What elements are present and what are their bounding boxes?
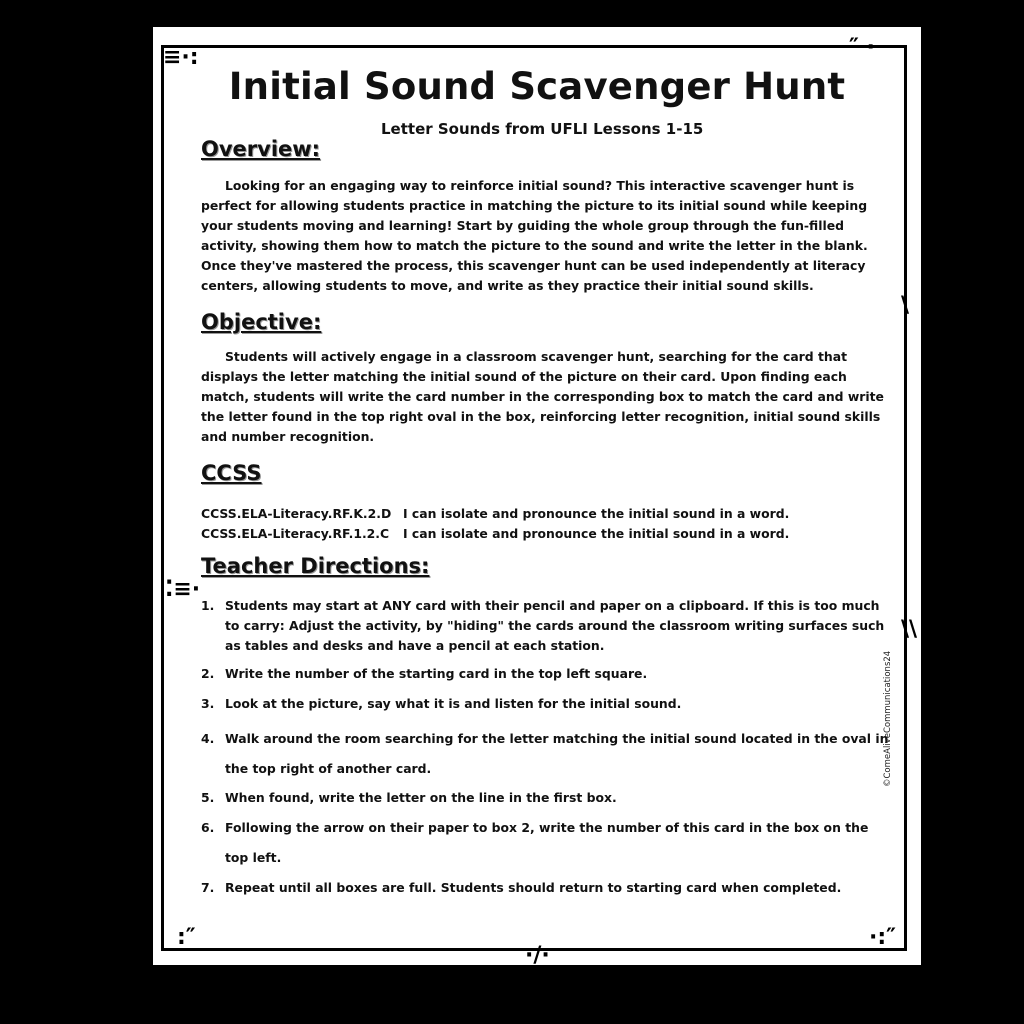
corner-doodle-bottom-right: ·:″ [869,925,896,950]
objective-paragraph: Students will actively engage in a classroom scavenger hunt, searching for the card that displays the letter matching the initial sound of the picture on their card. Upon finding each match, students will write the card number in the corresponding box to match the card and write the letter found in the top right oval in the box, reinforcing letter recognition, initial sound skills and number recognition. [201,349,884,444]
step-number: 5. [201,790,215,805]
ccss-standard-row [201,506,789,521]
step-number: 6. [201,820,215,835]
teacher-directions-heading: Teacher Directions: [201,554,430,578]
corner-doodle-top-left: ≡·: [163,45,199,70]
copyright-notice: ©ComeAliveCommunications24 [883,650,893,787]
standard-statement: I can isolate and pronounce the initial sound in a word. [403,526,790,541]
standard-statement: I can isolate and pronounce the initial sound in a word. [403,506,790,521]
bottom-doodle-center: ·/· [525,943,550,968]
direction-step [201,813,891,873]
overview-heading: Overview: [201,137,321,161]
direction-step [201,878,891,898]
step-number: 3. [201,696,215,711]
direction-step [201,694,891,714]
side-doodle-left: ⁚≡· [165,577,201,602]
step-number: 7. [201,880,215,895]
step-text: Walk around the room searching for the letter matching the initial sound located in the oval in the top right of another card. [225,731,889,776]
step-text: Write the number of the starting card in the top left square. [225,666,648,681]
worksheet-page [153,27,921,968]
direction-step [201,788,891,808]
corner-doodle-top-right: ″ · [849,35,875,60]
objective-heading: Objective: [201,310,322,334]
page-title: Initial Sound Scavenger Hunt [228,65,846,108]
side-doodle-right-upper: \ [901,293,910,318]
step-text: Following the arrow on their paper to box 2, write the number of this card in the box on the top left. [225,820,869,865]
step-text: Repeat until all boxes are full. Students should return to starting card when completed. [225,880,842,895]
step-text: Students may start at ANY card with their pencil and paper on a clipboard. If this is too much to carry: Adjust the activity, by "hiding" the cards around the classroom writing surfaces such as tables and desks and have a pencil at each station. [225,598,885,653]
direction-step [201,724,891,784]
step-number: 2. [201,666,215,681]
ccss-standard-row [201,526,789,541]
overview-paragraph: Looking for an engaging way to reinforce initial sound? This interactive scavenger hunt is perfect for allowing students practice in matching the picture to its initial sound while keeping your students moving and learning! Start by guiding the whole group through the fun-filled activity, showing them how to match the picture to the sound and write the letter in the blank. Once they've mastered the process, this scavenger hunt can be used independently at literacy centers, allowing students to move, and write as they practice their initial sound skills. [201,178,868,293]
direction-step [201,596,891,656]
standard-code: CCSS.ELA-Literacy.RF.1.2.C [201,526,390,541]
step-text: Look at the picture, say what it is and listen for the initial sound. [225,696,682,711]
step-text: When found, write the letter on the line in the first box. [225,790,617,805]
corner-doodle-bottom-left: :″ [177,925,196,950]
direction-step [201,664,891,684]
ccss-heading: CCSS [201,461,262,485]
side-doodle-right-lower: \\ [901,617,918,642]
page-subtitle: Letter Sounds from UFLI Lessons 1-15 [381,120,704,138]
step-number: 4. [201,731,215,746]
standard-code: CCSS.ELA-Literacy.RF.K.2.D [201,506,392,521]
step-number: 1. [201,598,215,613]
